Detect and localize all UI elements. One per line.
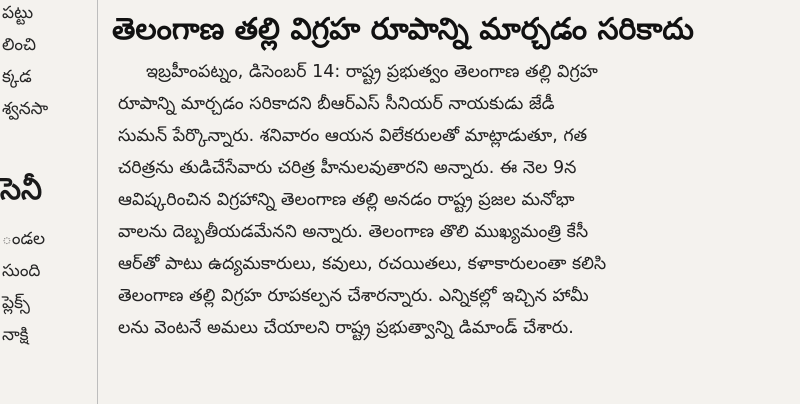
article-line: ఇబ్రహీంపట్నం, డిసెంబర్ 14: రాష్ట్ర ప్రభుత్వం తెలంగాణ తల్లి విగ్రహ — [146, 62, 598, 82]
news-article — [110, 0, 790, 404]
article-line: తెలంగాణ తల్లి విగ్రహ రూపకల్పన చేశారన్నారు. ఎన్నికల్లో ఇచ్చిన హామీ — [118, 286, 589, 306]
adjacent-column-fragment — [0, 0, 92, 404]
article-line: రూపాన్ని మార్చడం సరికాదని బీఆర్ఎస్ సీనియర్ నాయకుడు జేడీ — [118, 94, 555, 114]
fragment-text: ండల — [2, 229, 46, 249]
fragment-text: ప్లెక్స్ — [2, 293, 30, 313]
fragment-text: క్కడ — [2, 67, 32, 87]
article-headline: తెలంగాణ తల్లి విగ్రహ రూపాన్ని మార్చడం సరికాదు — [112, 12, 694, 47]
article-line: వాలను దెబ్బతీయడమేనని అన్నారు. తెలంగాణ తొలి ముఖ్యమంత్రి కేసీ — [118, 222, 589, 242]
article-line: ఆర్‌తో పాటు ఉద్యమకారులు, కవులు, రచయితలు, కళాకారులంతా కలిసి — [118, 254, 607, 274]
article-line: చరిత్రను తుడిచేసేవారు చరిత్ర హీనులవుతారని అన్నారు. ఈ నెల 9న — [118, 158, 577, 178]
article-line: లను వెంటనే అమలు చేయాలని రాష్ట్ర ప్రభుత్వాన్ని డిమాండ్ చేశారు. — [118, 318, 574, 338]
fragment-heading: సెనీ — [0, 172, 43, 207]
fragment-text: పట్టు — [2, 3, 34, 23]
article-line: సుమన్ పేర్కొన్నారు. శనివారం ఆయన విలేకరులతో మాట్లాడుతూ, గత — [118, 126, 588, 146]
fragment-text: సుంది — [2, 261, 41, 281]
column-divider — [97, 0, 98, 404]
fragment-text: శ్వనసా — [2, 99, 49, 119]
fragment-text: నాక్షి — [2, 325, 29, 345]
fragment-text: లించి — [2, 35, 36, 55]
article-line: ఆవిష్కరించిన విగ్రహాన్ని తెలంగాణ తల్లి అనడం రాష్ట్ర ప్రజల మనోభా — [118, 190, 575, 210]
